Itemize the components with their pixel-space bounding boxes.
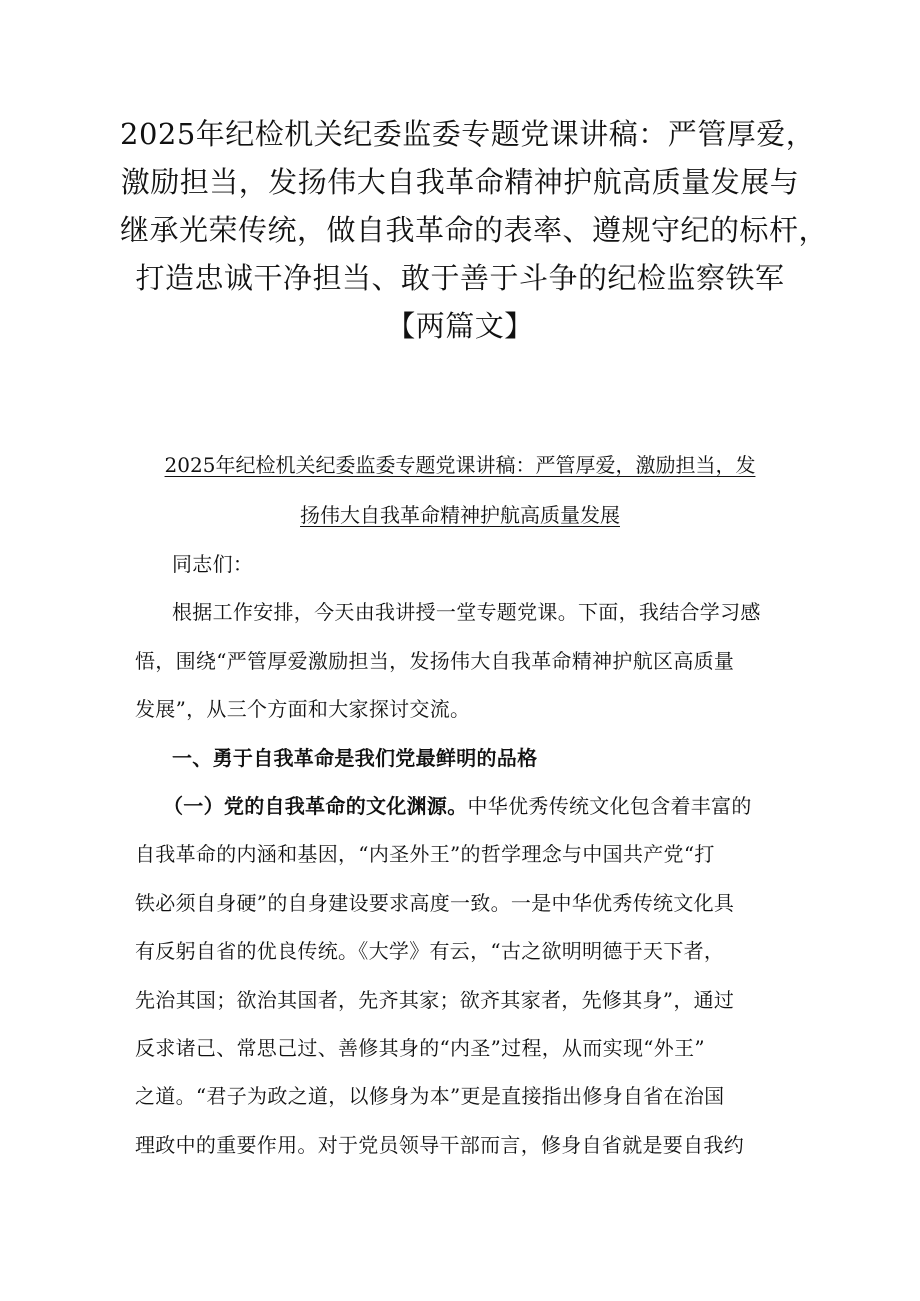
article-subtitle xyxy=(120,453,800,553)
paragraph-line: 悟，围绕“严管厚爱激励担当，发扬伟大自我革命精神护航区高质量 xyxy=(135,648,735,673)
paragraph-line: 根据工作安排，今天由我讲授一堂专题党课。下面，我结合学习感 xyxy=(172,600,761,625)
document-title xyxy=(120,110,829,350)
title-line: 【两篇文】 xyxy=(386,309,534,343)
paragraph-line: 反求诸己、常思己过、善修其身的“内圣”过程，从而实现“外王” xyxy=(135,1035,705,1060)
section-heading: 一、勇于自我革命是我们党最鲜明的品格 xyxy=(172,745,538,770)
paragraph-line: 之道。“君子为政之道，以修身为本”更是直接指出修身自省在治国 xyxy=(135,1084,725,1109)
paragraph-line xyxy=(135,794,800,842)
paragraph-line: 理政中的重要作用。对于党员领导干部而言，修身自省就是要自我约 xyxy=(135,1132,744,1157)
title-line: 打造忠诚干净担当、敢于善于斗争的纪检监察铁军 xyxy=(135,261,785,295)
subtitle-line: 2025年纪检机关纪委监委专题党课讲稿：严管厚爱，激励担当，发 xyxy=(164,453,756,477)
title-line: 2025年纪检机关纪委监委专题党课讲稿：严管厚爱， xyxy=(120,117,816,151)
paragraph-text: 中华优秀传统文化包含着丰富的 xyxy=(467,793,752,818)
paragraph-line: 先治其国；欲治其国者，先齐其家；欲齐其家者，先修其身”，通过 xyxy=(135,987,735,1012)
paragraph-line: 铁必须自身硬”的自身建设要求高度一致。一是中华优秀传统文化具 xyxy=(135,890,735,915)
article-body xyxy=(135,552,800,1181)
paragraph-line: 发展”，从三个方面和大家探讨交流。 xyxy=(135,697,471,722)
subtitle-line: 扬伟大自我革命精神护航高质量发展 xyxy=(300,503,620,527)
salutation: 同志们： xyxy=(172,552,254,576)
subsection-heading: （一）党的自我革命的文化渊源。 xyxy=(163,793,468,818)
paragraph-line: 有反躬自省的优良传统。《大学》有云，“古之欲明明德于天下者， xyxy=(135,939,725,964)
paragraph-line: 自我革命的内涵和基因，“内圣外王”的哲学理念与中国共产党“打 xyxy=(135,842,715,867)
title-line: 激励担当，发扬伟大自我革命精神护航高质量发展与 xyxy=(120,165,800,199)
title-line: 继承光荣传统，做自我革命的表率、遵规守纪的标杆， xyxy=(120,213,829,247)
